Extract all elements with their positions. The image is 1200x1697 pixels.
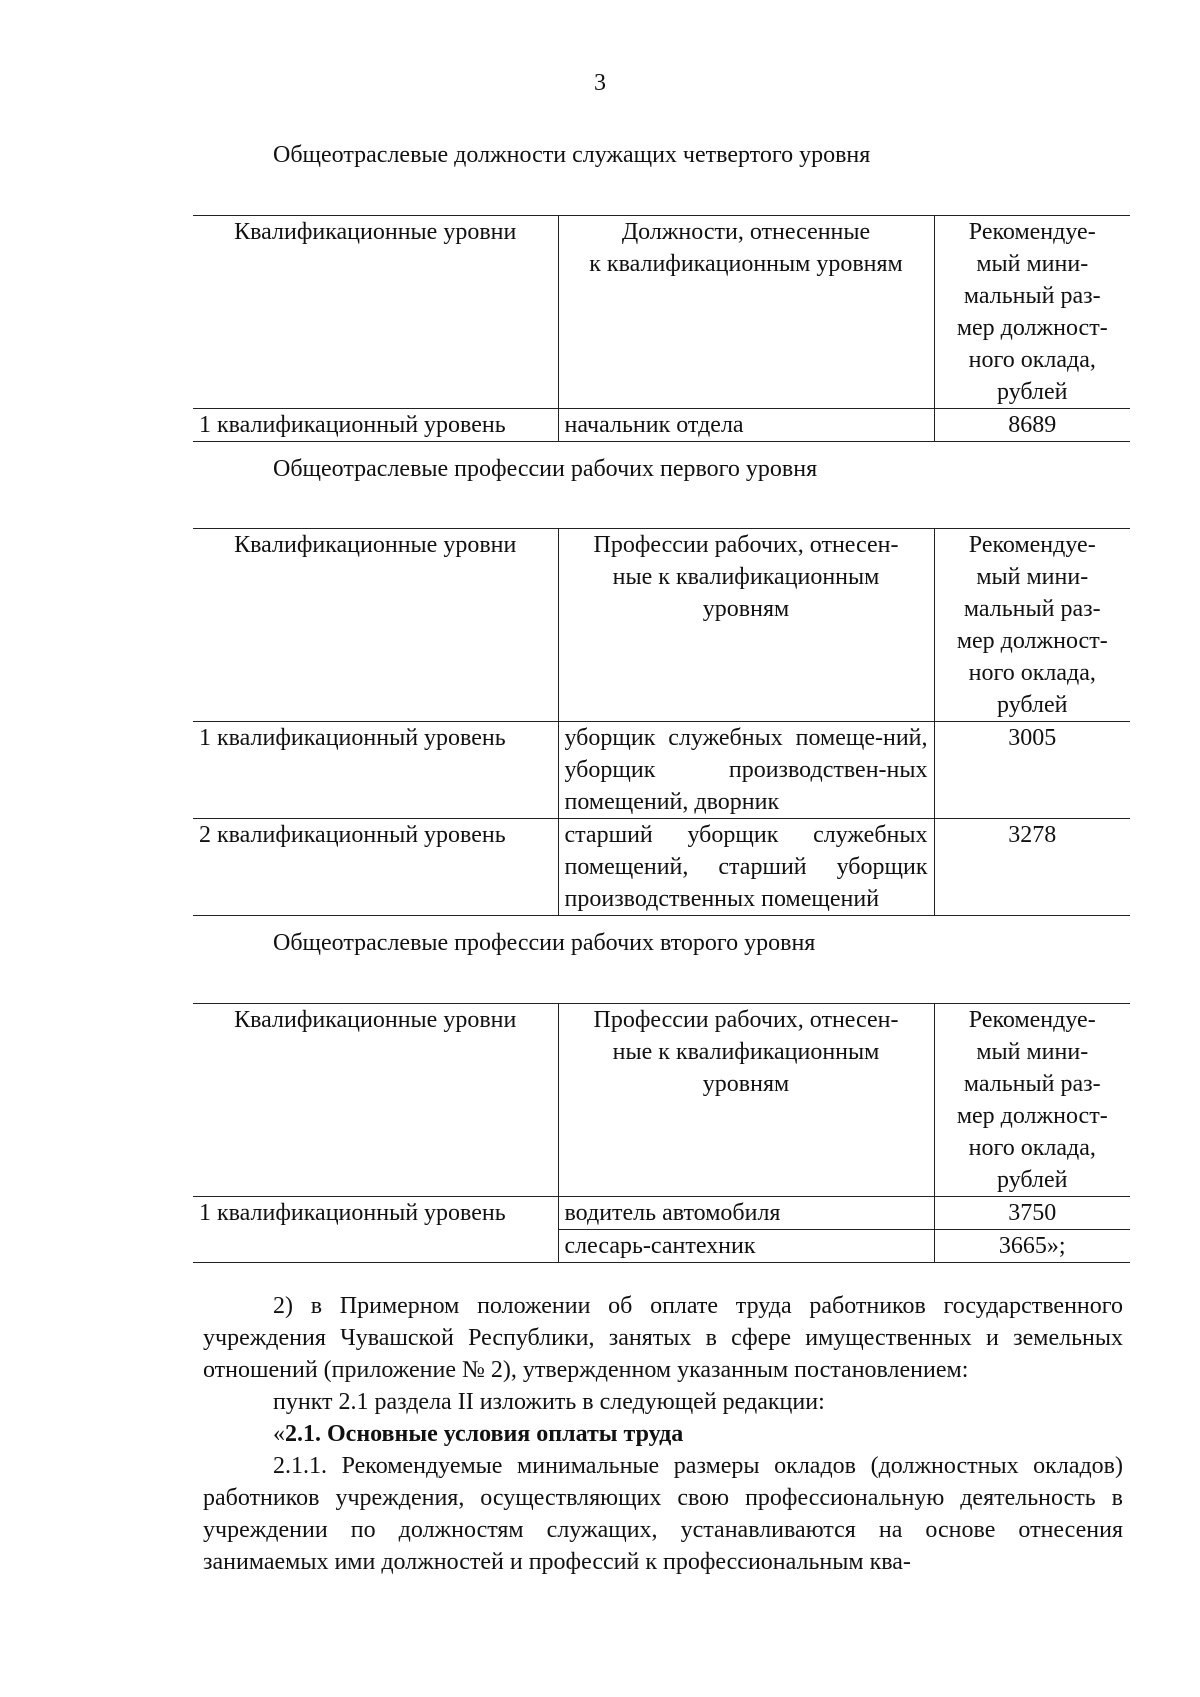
table-2 (193, 528, 1130, 916)
table-header-row (193, 1004, 1130, 1197)
cell-salary: 3750 (934, 1197, 1130, 1230)
header-professions (558, 529, 934, 722)
header-line: ного оклада, (968, 1135, 1096, 1161)
header-line: рублей (997, 1167, 1068, 1193)
table-header-row (193, 529, 1130, 722)
header-line: Профессии рабочих, отнесен- (593, 1007, 899, 1033)
header-line: мер должност- (956, 628, 1108, 654)
header-professions (558, 1004, 934, 1197)
header-positions (558, 216, 934, 409)
header-line: рублей (997, 692, 1068, 718)
header-line: мер должност- (956, 315, 1108, 341)
table-3-caption: Общеотраслевые профессии рабочих второго уровня (273, 930, 816, 956)
cell-salary: 3278 (934, 819, 1130, 916)
header-line: рублей (997, 379, 1068, 405)
cell-profession: слесарь-сантехник (558, 1230, 934, 1263)
header-line: Рекомендуе- (968, 219, 1096, 245)
cell-profession: старший уборщик служебных помещений, старший уборщик производственных помещений (558, 819, 934, 916)
table-1 (193, 215, 1130, 442)
cell-profession: уборщик служебных помеще-ний, уборщик производствен-ных помещений, дворник (558, 722, 934, 819)
table-3 (193, 1003, 1130, 1263)
header-line: мальный раз- (963, 283, 1101, 309)
cell-level: 1 квалификационный уровень (193, 1197, 558, 1263)
header-line: мальный раз- (963, 1071, 1101, 1097)
paragraph-heading (203, 1418, 1123, 1450)
header-min-salary (934, 1004, 1130, 1197)
header-qualification-levels: Квалификационные уровни (193, 216, 558, 409)
header-line: ного оклада, (968, 660, 1096, 686)
header-line: мый мини- (976, 1039, 1089, 1065)
table-row (193, 819, 1130, 916)
body-text (203, 1290, 1123, 1578)
header-line: ного оклада, (968, 347, 1096, 373)
header-line: мый мини- (976, 564, 1089, 590)
header-line: ные к квалификационным (612, 564, 880, 590)
cell-level: 1 квалификационный уровень (193, 409, 558, 442)
header-min-salary (934, 216, 1130, 409)
cell-salary: 3665»; (934, 1230, 1130, 1263)
page-number: 3 (594, 70, 606, 96)
header-line: уровням (702, 596, 790, 622)
table-row (193, 1197, 1130, 1230)
header-line: Профессии рабочих, отнесен- (593, 532, 899, 558)
table-2-caption: Общеотраслевые профессии рабочих первого уровня (273, 456, 818, 482)
header-line: ные к квалификационным (612, 1039, 880, 1065)
header-line: мер должност- (956, 1103, 1108, 1129)
header-min-salary (934, 529, 1130, 722)
cell-position: начальник отдела (558, 409, 934, 442)
paragraph-amendment: 2) в Примерном положении об оплате труда работников государственного учреждения Чувашской Республики, занятых в сфере имущественных и земельных отношений (приложение № 2), утвержденном указанным постановлением: (203, 1293, 1123, 1383)
table-row (193, 409, 1130, 442)
header-line: Рекомендуе- (968, 532, 1096, 558)
header-line: Рекомендуе- (968, 1007, 1096, 1033)
section-heading: 2.1. Основные условия оплаты труда (285, 1421, 684, 1447)
header-line: уровням (702, 1071, 790, 1097)
header-qualification-levels: Квалификационные уровни (193, 1004, 558, 1197)
header-line: мальный раз- (963, 596, 1101, 622)
header-line: Должности, отнесенные (621, 219, 871, 245)
cell-level: 1 квалификационный уровень (193, 722, 558, 819)
cell-salary: 3005 (934, 722, 1130, 819)
header-line: мый мини- (976, 251, 1089, 277)
header-line: к квалификационным уровням (589, 251, 903, 277)
cell-salary: 8689 (934, 409, 1130, 442)
table-row (193, 722, 1130, 819)
table-1-caption: Общеотраслевые должности служащих четвертого уровня (273, 142, 871, 168)
cell-level: 2 квалификационный уровень (193, 819, 558, 916)
paragraph-2-1-1: 2.1.1. Рекомендуемые минимальные размеры окладов (должностных окладов) работников учреждения, осуществляющих свою профессиональную деятельность в учреждении по должностям служащих, устанавливаются на основе отнесения занимаемых ими должностей и профессий к профессиональным ква- (203, 1453, 1123, 1575)
table-header-row (193, 216, 1130, 409)
paragraph-clause: пункт 2.1 раздела II изложить в следующей редакции: (273, 1389, 825, 1415)
cell-profession: водитель автомобиля (558, 1197, 934, 1230)
quote-mark: « (273, 1421, 285, 1447)
header-qualification-levels: Квалификационные уровни (193, 529, 558, 722)
